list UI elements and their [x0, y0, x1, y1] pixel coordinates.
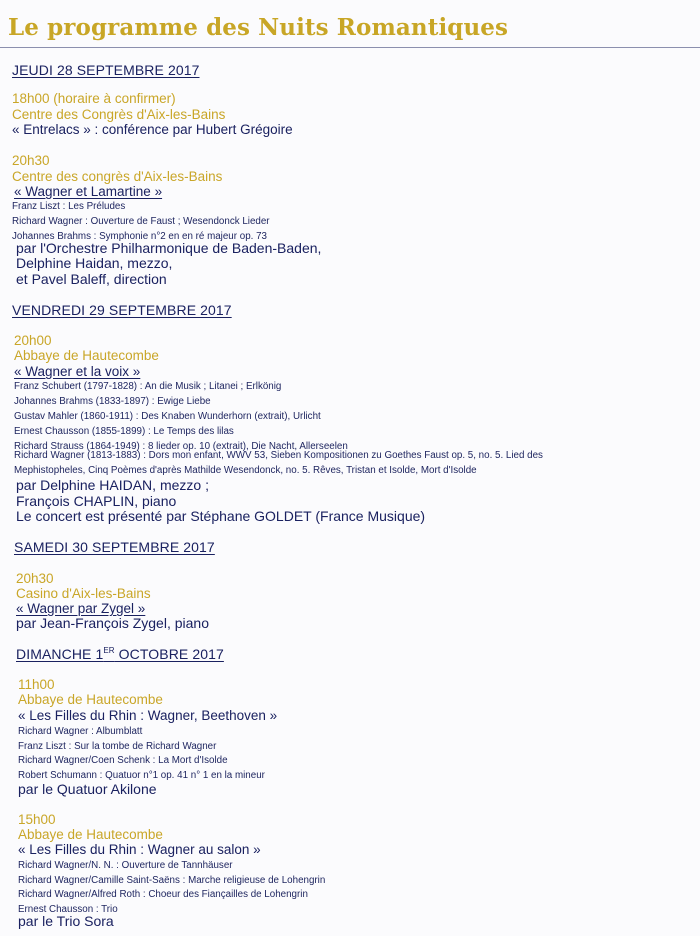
event-show-title: « Les Filles du Rhin : Wagner au salon » — [18, 842, 261, 857]
work-line: Mephistopheles, Cinq Poèmes d'après Mathilde Wesendonck, no. 5. Rêves, Tristan et Isolde, Mort d'Isolde — [14, 465, 477, 476]
presenter-note: Le concert est présenté par Stéphane GOLDET (France Musique) — [16, 508, 426, 524]
performer-line: par le Trio Sora — [18, 913, 114, 929]
event-venue: Abbaye de Hautecombe — [14, 348, 159, 363]
work-line: Robert Schumann : Quatuor n°1 op. 41 n° 1 en la mineur — [18, 770, 265, 781]
performer-line: et Pavel Baleff, direction — [16, 271, 167, 287]
event-venue: Abbaye de Hautecombe — [18, 827, 163, 842]
day-heading-dimanche: DIMANCHE 1ER OCTOBRE 2017 — [16, 646, 224, 662]
event-venue: Abbaye de Hautecombe — [18, 692, 163, 707]
work-line: Franz Liszt : Sur la tombe de Richard Wagner — [18, 741, 217, 752]
work-line: Gustav Mahler (1860-1911) : Des Knaben Wunderhorn (extrait), Urlicht — [14, 411, 321, 422]
work-line: Johannes Brahms : Symphonie n°2 en en ré majeur op. 73 — [12, 231, 267, 242]
work-line: Richard Wagner/N. N. : Ouverture de Tannhäuser — [18, 860, 233, 871]
work-line: Ernest Chausson : Trio — [18, 904, 118, 915]
performer-line: par le Quatuor Akilone — [18, 781, 157, 797]
work-line: Ernest Chausson (1855-1899) : Le Temps des lilas — [14, 426, 234, 437]
performer-line: par Jean-François Zygel, piano — [16, 615, 209, 631]
performer-line: François CHAPLIN, piano — [16, 493, 177, 509]
performer-line: par l'Orchestre Philharmonique de Baden-Baden, — [16, 240, 322, 256]
event-venue: Centre des Congrès d'Aix-les-Bains — [12, 107, 226, 122]
work-line: Richard Wagner : Ouverture de Faust ; Wesendonck Lieder — [12, 216, 270, 227]
event-venue: Centre des congrès d'Aix-les-Bains — [12, 169, 223, 184]
page-title: Le programme des Nuits Romantiques — [8, 14, 509, 41]
work-line: Richard Wagner : Albumblatt — [18, 726, 143, 737]
event-time: 18h00 (horaire à confirmer) — [12, 91, 176, 106]
day-heading-jeudi: JEUDI 28 SEPTEMBRE 2017 — [12, 62, 200, 78]
event-show-title: « Wagner et Lamartine » — [14, 184, 163, 199]
work-line: Richard Wagner/Alfred Roth : Choeur des Fiançailles de Lohengrin — [18, 889, 308, 900]
event-time: 11h00 — [18, 677, 55, 692]
performer-line: Delphine Haidan, mezzo, — [16, 255, 173, 271]
work-line: Franz Liszt : Les Préludes — [12, 201, 126, 212]
work-line: Richard Wagner/Coen Schenk : La Mort d'Isolde — [18, 755, 228, 766]
day-heading-vendredi: VENDREDI 29 SEPTEMBRE 2017 — [12, 302, 232, 318]
event-time: 20h30 — [16, 571, 54, 586]
work-line: Johannes Brahms (1833-1897) : Ewige Liebe — [14, 396, 211, 407]
event-venue: Casino d'Aix-les-Bains — [16, 586, 151, 601]
work-line: Richard Wagner/Camille Saint-Saëns : Marche religieuse de Lohengrin — [18, 875, 326, 886]
performer-line: par Delphine HAIDAN, mezzo ; — [16, 477, 209, 493]
event-show-title: « Entrelacs » : conférence par Hubert Grégoire — [12, 122, 293, 137]
event-time: 15h00 — [18, 812, 56, 827]
work-line: Richard Strauss (1864-1949) : 8 lieder op. 10 (extrait), Die Nacht, Allerseelen — [14, 441, 348, 452]
event-time: 20h30 — [12, 153, 50, 168]
title-divider — [0, 47, 700, 48]
event-show-title: « Les Filles du Rhin : Wagner, Beethoven » — [18, 708, 278, 723]
work-line: Richard Wagner (1813-1883) : Dors mon enfant, WWV 53, Sieben Kompositionen zu Goethes Faust op. 5, no. 5. Lied des — [14, 450, 543, 461]
work-line: Franz Schubert (1797-1828) : An die Musik ; Litanei ; Erlkönig — [14, 381, 282, 392]
event-time: 20h00 — [14, 333, 52, 348]
day-heading-samedi: SAMEDI 30 SEPTEMBRE 2017 — [14, 539, 215, 555]
event-show-title: « Wagner et la voix » — [14, 364, 141, 379]
event-show-title: « Wagner par Zygel » — [16, 601, 146, 616]
